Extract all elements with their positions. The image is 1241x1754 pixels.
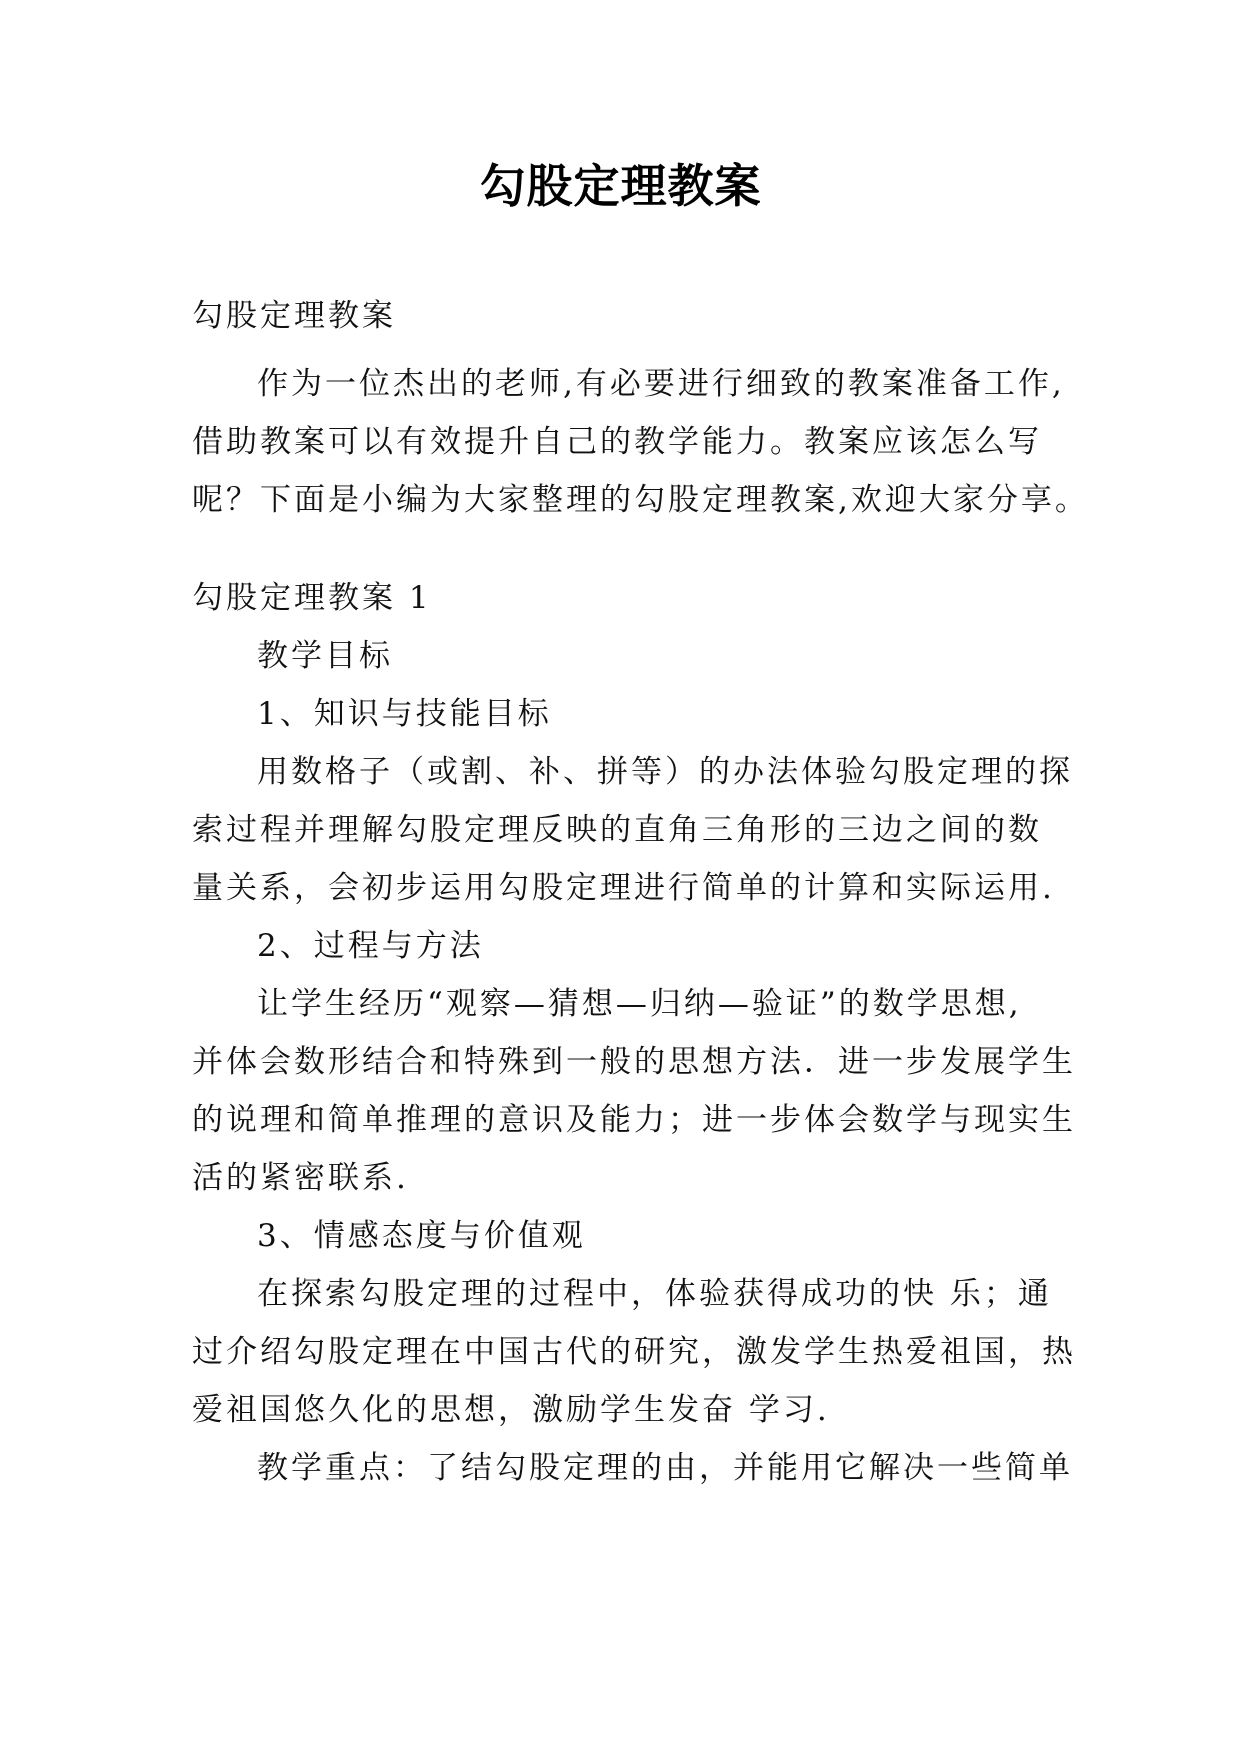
section-heading: 勾股定理教案 1 bbox=[192, 580, 432, 616]
paragraph-line: 用数格子（或割、补、拼等）的办法体验勾股定理的探 bbox=[257, 754, 1073, 790]
paragraph-line: 过介绍勾股定理在中国古代的研究，激发学生热爱祖国，热 bbox=[192, 1334, 1076, 1370]
paragraph-line: 呢？下面是小编为大家整理的勾股定理教案,欢迎大家分享。 bbox=[192, 482, 1089, 518]
paragraph-line: 量关系，会初步运用勾股定理进行简单的计算和实际运用. bbox=[192, 870, 1055, 906]
paragraph-line: 爱祖国悠久化的思想，激励学生发奋 学习. bbox=[192, 1392, 830, 1428]
paragraph-line: 作为一位杰出的老师,有必要进行细致的教案准备工作, bbox=[257, 366, 1065, 402]
section-heading: 勾股定理教案 bbox=[192, 298, 396, 334]
subheading: 2、过程与方法 bbox=[257, 928, 484, 964]
paragraph-line: 让学生经历“观察—猜想—归纳—验证”的数学思想, bbox=[257, 986, 1022, 1022]
paragraph-line: 在探索勾股定理的过程中，体验获得成功的快 乐；通 bbox=[257, 1276, 1052, 1312]
paragraph-line: 借助教案可以有效提升自己的教学能力。教案应该怎么写 bbox=[192, 424, 1042, 460]
paragraph-line: 索过程并理解勾股定理反映的直角三角形的三边之间的数 bbox=[192, 812, 1042, 848]
document-title: 勾股定理教案 bbox=[479, 159, 762, 213]
paragraph-line: 并体会数形结合和特殊到一般的思想方法．进一步发展学生 bbox=[192, 1044, 1076, 1080]
paragraph-line: 教学重点：了结勾股定理的由，并能用它解决一些简单 bbox=[257, 1450, 1073, 1486]
paragraph-line: 的说理和简单推理的意识及能力；进一步体会数学与现实生 bbox=[192, 1102, 1076, 1138]
subheading: 3、情感态度与价值观 bbox=[257, 1218, 586, 1254]
subheading: 教学目标 bbox=[257, 638, 393, 674]
paragraph-line: 活的紧密联系. bbox=[192, 1160, 409, 1196]
subheading: 1、知识与技能目标 bbox=[257, 696, 552, 732]
